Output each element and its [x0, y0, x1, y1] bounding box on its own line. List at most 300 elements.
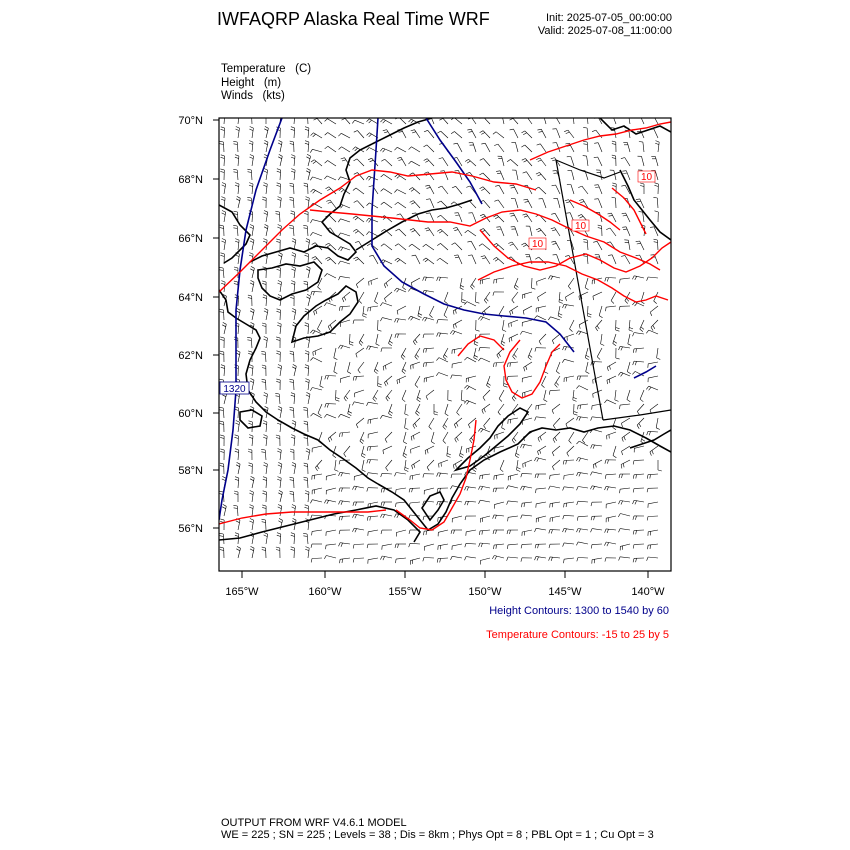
wind-barb-icon	[385, 432, 392, 443]
wind-barb-icon	[290, 491, 294, 502]
wind-barb-icon	[495, 185, 504, 194]
wind-barb-icon	[277, 309, 281, 320]
wind-barb-icon	[577, 441, 589, 446]
wind-barb-icon	[496, 171, 504, 180]
wind-barb-icon	[548, 276, 560, 280]
wind-barb-icon	[264, 211, 268, 223]
wind-barb-icon	[429, 418, 434, 429]
wind-barb-icon	[222, 504, 226, 516]
wind-barb-icon	[538, 446, 547, 455]
wind-barb-icon	[263, 463, 267, 475]
wind-barb-icon	[452, 362, 462, 368]
wind-barb-icon	[290, 407, 295, 418]
wind-barb-icon	[355, 390, 365, 397]
wind-barb-icon	[374, 362, 378, 374]
wind-barb-icon	[220, 547, 224, 558]
wind-barb-icon	[646, 386, 658, 390]
wind-barb-icon	[349, 334, 353, 345]
wind-barb-icon	[577, 529, 589, 533]
wind-barb-icon	[633, 516, 644, 520]
wind-barb-icon	[292, 253, 296, 265]
wind-barb-icon	[249, 463, 253, 474]
wind-barb-icon	[304, 421, 308, 432]
wind-barb-icon	[613, 418, 617, 430]
wind-barb-icon	[380, 415, 392, 418]
wind-barb-icon	[305, 323, 309, 334]
wind-barb-icon	[356, 348, 364, 357]
wind-barb-icon	[382, 544, 392, 550]
svg-text:10: 10	[574, 221, 587, 232]
wind-barb-icon	[353, 229, 364, 236]
wind-barb-icon	[583, 156, 588, 166]
wind-barb-icon	[361, 446, 365, 458]
wind-barb-icon	[479, 543, 490, 547]
wind-barb-icon	[402, 362, 406, 374]
wind-barb-icon	[395, 334, 406, 338]
wind-barb-icon	[418, 306, 422, 318]
wind-barb-icon	[236, 196, 240, 208]
temperature-legend: Temperature Contours: -15 to 25 by 5	[486, 629, 669, 641]
wind-barb-icon	[304, 211, 308, 222]
wind-barb-icon	[339, 516, 350, 520]
wind-barb-icon	[263, 491, 267, 502]
wind-barb-icon	[409, 488, 420, 492]
wind-barb-icon	[510, 185, 518, 194]
wind-barb-icon	[438, 186, 448, 194]
wind-barb-icon	[236, 546, 240, 558]
wind-barb-icon	[353, 188, 364, 194]
wind-barb-icon	[452, 544, 462, 550]
wind-barb-icon	[389, 334, 393, 346]
wind-barb-icon	[290, 351, 294, 362]
wind-barb-icon	[334, 348, 338, 360]
wind-barb-icon	[447, 446, 451, 457]
wind-barb-icon	[312, 446, 322, 452]
temperature-contour-label	[529, 238, 546, 250]
wind-barb-icon	[498, 156, 504, 166]
wind-barb-icon	[423, 258, 434, 264]
wind-barb-icon	[535, 348, 546, 352]
wind-barb-icon	[352, 528, 364, 532]
wind-barb-icon	[549, 557, 560, 561]
wind-barb-icon	[553, 418, 560, 429]
wind-barb-icon	[619, 306, 630, 310]
wind-barb-icon	[312, 474, 322, 480]
wind-barb-icon	[623, 142, 630, 152]
wind-barb-icon	[335, 460, 339, 471]
wind-barb-icon	[426, 213, 434, 222]
wind-barb-icon	[467, 129, 476, 138]
wind-barb-icon	[356, 418, 364, 428]
wind-barb-icon	[551, 228, 560, 236]
wind-barb-icon	[640, 320, 644, 332]
wind-barb-icon	[480, 159, 490, 167]
wind-barb-icon	[450, 486, 462, 490]
wind-barb-icon	[395, 244, 406, 250]
wind-barb-icon	[380, 303, 392, 306]
wind-barb-icon	[366, 176, 378, 180]
wind-barb-icon	[236, 462, 240, 474]
wind-barb-icon	[220, 449, 224, 460]
wind-barb-icon	[493, 362, 504, 367]
wind-barb-icon	[443, 418, 448, 429]
wind-barb-icon	[523, 214, 533, 222]
wind-barb-icon	[310, 220, 322, 224]
wind-barb-icon	[363, 306, 367, 317]
wind-barb-icon	[367, 516, 378, 521]
wind-barb-icon	[647, 516, 658, 520]
longitude-labels	[225, 586, 665, 598]
wind-barb-icon	[633, 544, 644, 549]
wind-barb-icon	[353, 257, 364, 264]
wind-barb-icon	[278, 140, 282, 152]
wind-barb-icon	[338, 345, 350, 349]
wind-barb-icon	[338, 247, 350, 251]
wind-barb-icon	[612, 197, 616, 208]
wind-barb-icon	[263, 295, 267, 306]
wind-barb-icon	[264, 533, 268, 545]
wind-barb-icon	[606, 502, 616, 508]
wind-barb-icon	[451, 556, 463, 560]
wind-barb-icon	[443, 348, 448, 360]
wind-barb-icon	[291, 281, 295, 292]
wind-barb-icon	[292, 505, 296, 517]
wind-barb-icon	[520, 444, 532, 448]
wind-barb-icon	[522, 292, 532, 299]
wind-barb-icon	[367, 544, 378, 548]
wind-barb-icon	[411, 278, 420, 287]
wind-barb-icon	[261, 449, 266, 460]
wind-barb-icon	[381, 159, 392, 166]
wind-barb-icon	[563, 515, 574, 519]
wind-barb-icon	[500, 460, 504, 472]
wind-barb-icon	[326, 200, 336, 208]
wind-barb-icon	[396, 488, 406, 493]
wind-barb-icon	[551, 241, 560, 250]
wind-barb-icon	[454, 255, 462, 264]
wind-barb-icon	[512, 432, 518, 443]
wind-barb-icon	[386, 390, 392, 401]
wind-barb-icon	[339, 147, 350, 152]
wind-barb-icon	[235, 435, 239, 446]
wind-barb-icon	[553, 198, 560, 208]
wind-barb-icon	[219, 533, 224, 544]
wind-barb-icon	[509, 320, 518, 328]
wind-barb-icon	[655, 183, 659, 194]
temperature-contours	[219, 122, 671, 530]
wind-barb-icon	[583, 141, 588, 152]
wind-barb-icon	[338, 414, 350, 418]
wind-barb-icon	[511, 199, 518, 209]
wind-barb-icon	[590, 486, 602, 490]
wind-barb-icon	[455, 432, 462, 442]
wind-barb-icon	[430, 306, 435, 318]
wind-barb-icon	[396, 530, 406, 537]
wind-barb-icon	[536, 306, 546, 312]
wind-barb-icon	[247, 337, 252, 348]
wind-barb-icon	[434, 404, 438, 415]
wind-barb-icon	[292, 364, 296, 376]
wind-barb-icon	[325, 243, 336, 250]
wind-barb-icon	[311, 413, 323, 418]
wind-barb-icon	[424, 530, 435, 535]
wind-barb-icon	[411, 432, 420, 441]
wind-barb-icon	[537, 144, 546, 152]
wind-barb-icon	[383, 362, 392, 370]
temperature-contour-label	[638, 171, 655, 183]
wind-barb-icon	[249, 365, 253, 376]
wind-barb-icon	[233, 225, 238, 236]
wind-barb-icon	[353, 502, 364, 506]
wind-barb-icon	[303, 407, 308, 418]
wind-barb-icon	[577, 501, 588, 505]
wind-barb-icon	[577, 376, 588, 380]
wind-barb-icon	[248, 295, 252, 306]
wind-barb-icon	[618, 372, 630, 376]
lat-label: 58°N	[178, 465, 203, 477]
wind-barb-icon	[605, 474, 616, 479]
wind-barb-icon	[522, 131, 533, 138]
wind-barb-icon	[250, 280, 254, 292]
wind-barb-icon	[466, 530, 476, 536]
wind-barb-icon	[450, 331, 462, 335]
wind-barb-icon	[378, 376, 382, 387]
wind-barb-icon	[367, 446, 378, 451]
wind-barb-icon	[511, 227, 518, 236]
wind-barb-icon	[437, 488, 448, 492]
wind-barb-icon	[539, 114, 546, 124]
wind-barb-icon	[292, 462, 296, 474]
wind-barb-icon	[551, 115, 560, 124]
coastline	[219, 118, 671, 542]
wind-barb-icon	[437, 229, 448, 236]
wind-barb-icon	[452, 516, 462, 522]
wind-barb-icon	[515, 446, 519, 458]
lat-label: 70°N	[178, 115, 203, 127]
wind-barb-icon	[326, 530, 336, 536]
wind-barb-icon	[453, 227, 462, 236]
wind-barb-icon	[290, 477, 295, 488]
wind-barb-icon	[507, 557, 518, 561]
wind-barb-icon	[454, 418, 462, 428]
wind-barb-icon	[476, 320, 480, 331]
wind-barb-icon	[277, 449, 281, 461]
wind-barb-icon	[262, 519, 267, 530]
wind-barb-icon	[367, 473, 379, 477]
wind-barb-icon	[362, 460, 366, 472]
wind-barb-icon	[411, 130, 420, 138]
wind-barb-icon	[380, 514, 392, 518]
wind-barb-icon	[627, 362, 630, 374]
wind-barb-icon	[386, 460, 392, 471]
wind-barb-icon	[339, 472, 351, 476]
wind-barb-icon	[339, 530, 350, 534]
wind-barb-icon	[606, 306, 617, 311]
wind-barb-icon	[277, 183, 281, 194]
wind-barb-icon	[552, 185, 560, 194]
wind-barb-icon	[397, 157, 406, 166]
wind-barb-icon	[325, 404, 336, 408]
wind-barb-icon	[593, 376, 602, 384]
wind-barb-icon	[334, 362, 338, 374]
wind-barb-icon	[250, 519, 254, 531]
wind-barb-icon	[508, 516, 518, 521]
wind-barb-icon	[574, 404, 578, 415]
wind-barb-icon	[310, 358, 322, 363]
wind-barb-icon	[559, 292, 563, 303]
wind-barb-icon	[471, 278, 477, 289]
wind-barb-icon	[555, 376, 560, 387]
wind-barb-icon	[289, 197, 294, 208]
wind-barb-icon	[552, 446, 560, 456]
wind-barb-icon	[616, 348, 620, 359]
wind-barb-icon	[262, 379, 266, 390]
wind-barb-icon	[278, 281, 282, 293]
wind-barb-icon	[278, 365, 282, 377]
wind-barb-icon	[276, 351, 280, 362]
wind-barb-icon	[624, 114, 630, 124]
wind-barb-icon	[548, 317, 560, 320]
wind-barb-icon	[451, 375, 462, 379]
wind-barb-icon	[437, 320, 448, 324]
wind-barb-icon	[510, 213, 519, 222]
wind-barb-icon	[291, 547, 295, 558]
wind-barb-icon	[384, 292, 392, 302]
wind-barb-icon	[220, 225, 224, 236]
wind-barb-icon	[220, 351, 224, 362]
wind-barb-icon	[461, 390, 465, 401]
wind-barb-icon	[612, 141, 616, 152]
wind-barb-icon	[360, 432, 364, 444]
wind-barb-icon	[508, 474, 518, 480]
wind-barb-icon	[494, 144, 504, 152]
wind-barb-icon	[424, 159, 434, 166]
wind-barb-icon	[646, 330, 658, 334]
wind-barb-icon	[634, 446, 644, 452]
wind-barb-icon	[556, 362, 560, 374]
wind-barb-icon	[353, 320, 364, 324]
wind-barb-icon	[605, 529, 616, 533]
wind-barb-icon	[305, 253, 309, 264]
wind-barb-icon	[340, 558, 351, 563]
wind-barb-icon	[620, 488, 631, 493]
wind-barb-icon	[448, 390, 452, 401]
wind-barb-icon	[324, 176, 336, 180]
wind-barb-icon	[578, 186, 588, 194]
wind-barb-icon	[318, 404, 322, 416]
wind-barb-icon	[465, 543, 476, 547]
wind-barb-icon	[651, 320, 658, 331]
wind-barb-icon	[235, 421, 239, 433]
wind-barb-icon	[629, 320, 633, 331]
wind-barb-icon	[378, 320, 382, 331]
wind-barb-icon	[437, 277, 448, 281]
wind-barb-icon	[591, 516, 602, 520]
wind-barb-icon	[305, 365, 309, 376]
wind-barb-icon	[633, 558, 644, 562]
wind-barb-icon	[466, 376, 476, 382]
wind-barb-icon	[650, 446, 658, 456]
wind-barb-icon	[624, 240, 630, 250]
wind-barb-icon	[464, 400, 476, 404]
lon-label: 160°W	[308, 586, 342, 598]
wind-barb-icon	[397, 376, 406, 384]
wind-barb-icon	[290, 295, 294, 306]
wind-barb-icon	[368, 158, 378, 166]
wind-barb-icon	[409, 188, 420, 195]
wind-barb-icon	[426, 390, 434, 400]
wind-barb-icon	[249, 127, 253, 139]
wind-barb-icon	[655, 141, 659, 152]
wind-barb-icon	[277, 197, 281, 208]
wind-barb-icon	[517, 460, 521, 472]
wind-barb-icon	[250, 308, 254, 320]
wind-barb-icon	[368, 432, 378, 438]
wind-barb-icon	[596, 320, 603, 331]
wind-barb-icon	[654, 292, 658, 304]
wind-barb-icon	[424, 488, 434, 494]
wind-barb-icon	[373, 390, 378, 401]
wind-barb-icon	[479, 530, 490, 535]
wind-barb-icon	[569, 113, 574, 124]
height-contour-label	[220, 382, 249, 395]
wind-barb-icon	[303, 225, 308, 236]
wind-barb-icon	[291, 169, 295, 180]
wind-barb-icon	[437, 473, 448, 477]
wind-barb-icon	[621, 418, 630, 427]
wind-barb-icon	[249, 183, 253, 194]
wind-barb-icon	[234, 491, 238, 502]
wind-barb-icon	[380, 556, 392, 560]
wind-barb-icon	[648, 502, 658, 508]
wind-barb-icon	[443, 432, 448, 444]
wind-barb-icon	[310, 500, 322, 504]
wind-barb-icon	[508, 242, 518, 250]
wind-barb-icon	[278, 252, 282, 264]
wind-barb-icon	[424, 145, 435, 152]
wind-barb-icon	[594, 143, 602, 152]
wind-barb-icon	[455, 171, 462, 180]
wind-barb-icon	[621, 158, 630, 167]
wind-barb-icon	[275, 211, 280, 222]
wind-barb-icon	[585, 278, 588, 290]
wind-barb-icon	[312, 488, 322, 494]
wind-barb-icon	[402, 390, 406, 402]
wind-barb-icon	[594, 185, 602, 194]
wind-barb-icon	[552, 404, 560, 414]
wind-barb-icon	[481, 256, 490, 264]
svg-text:10: 10	[640, 172, 653, 183]
wind-barb-icon	[338, 133, 350, 138]
wind-barb-icon	[577, 516, 588, 521]
wind-barb-icon	[548, 486, 560, 490]
wind-barb-icon	[277, 267, 281, 278]
wind-barb-icon	[425, 228, 434, 236]
wind-barb-icon	[249, 421, 253, 432]
wind-barb-icon	[444, 292, 448, 304]
wind-barb-icon	[437, 201, 448, 208]
wind-barb-icon	[291, 393, 295, 404]
wind-barb-icon	[536, 228, 546, 236]
variable-winds: Winds (kts)	[221, 90, 285, 102]
wind-barb-icon	[562, 359, 574, 362]
wind-barb-icon	[352, 486, 364, 490]
wind-barb-icon	[550, 474, 561, 479]
wind-barb-icon	[264, 308, 268, 320]
wind-barb-icon	[325, 133, 336, 139]
height-legend: Height Contours: 1300 to 1540 by 60	[489, 605, 669, 617]
wind-barb-icon	[528, 348, 532, 360]
